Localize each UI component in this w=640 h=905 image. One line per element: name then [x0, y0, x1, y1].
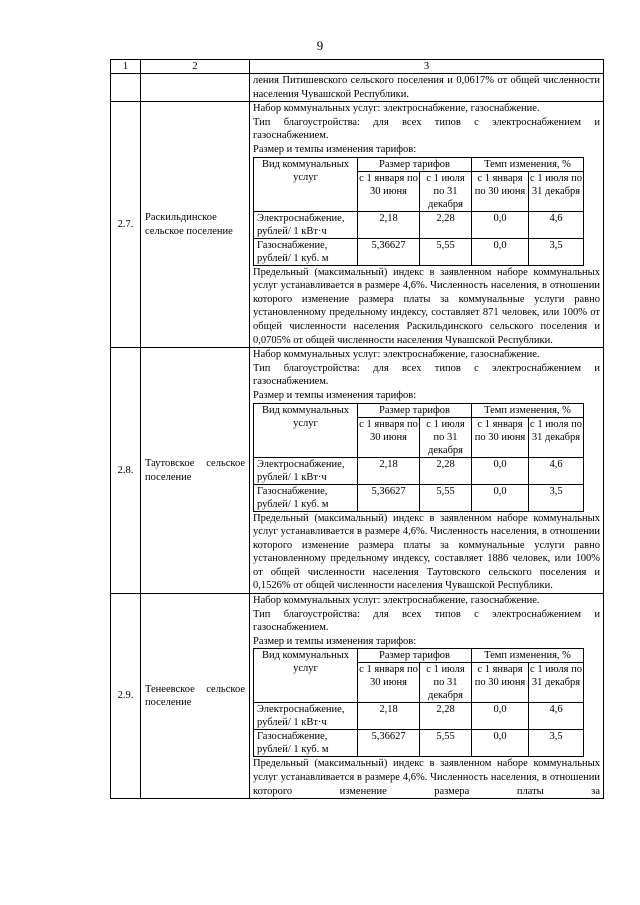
- tariff-sizes-line: Размер и темпы изменения тарифов:: [253, 143, 417, 155]
- tariff-value: 2,28: [420, 457, 472, 484]
- tariff-table: [253, 157, 584, 266]
- tariff-value: 5,36627: [358, 238, 420, 265]
- tariff-value: 2,18: [358, 211, 420, 238]
- row-number: 2.8.: [111, 348, 141, 594]
- period-header: с 1 июля по 31 декабря: [529, 171, 584, 211]
- column-number-row: [111, 60, 604, 74]
- tariff-sizes-line: Размер и темпы изменения тарифов:: [253, 635, 417, 647]
- column-number-3: 3: [250, 60, 604, 74]
- change-rate-header: Темп изменения, %: [472, 649, 584, 663]
- column-number-2: 2: [141, 60, 250, 74]
- tariff-size-header: Размер тарифов: [358, 403, 472, 417]
- tariff-value: 2,28: [420, 703, 472, 730]
- change-rate-value: 3,5: [529, 238, 584, 265]
- improvement-type-line: Тип благоустройства: для всех типов с электроснабжением и газоснабжением.: [253, 608, 600, 634]
- change-rate-value: 4,6: [529, 211, 584, 238]
- service-name: Электроснабжение, рублей/ 1 кВт·ч: [254, 211, 358, 238]
- change-rate-header: Темп изменения, %: [472, 403, 584, 417]
- row-number: 2.9.: [111, 594, 141, 799]
- settlement-details: [250, 594, 604, 799]
- settlement-name: Таутовское сельское поселение: [141, 348, 250, 594]
- tariff-value: 2,18: [358, 457, 420, 484]
- change-rate-value: 4,6: [529, 457, 584, 484]
- continuation-text: ления Питишевского сельского поселения и 0,0617% от общей численности населения Чувашской Республики.: [253, 75, 600, 100]
- tariff-sizes-line: Размер и темпы изменения тарифов:: [253, 389, 417, 401]
- tariff-value: 5,55: [420, 238, 472, 265]
- change-rate-value: 3,5: [529, 730, 584, 757]
- period-header: с 1 июля по 31 декабря: [529, 663, 584, 703]
- row-number: 2.7.: [111, 102, 141, 348]
- services-line: Набор коммунальных услуг: электроснабжение, газоснабжение.: [253, 103, 540, 115]
- settlement-name: Раскильдинское сельское поселение: [141, 102, 250, 348]
- tariff-row: [254, 730, 584, 757]
- limit-index-note: Предельный (максимальный) индекс в заявленном наборе коммунальных услуг устанавливается в размере 4,6%. Численность населения, в отношении которого изменение размера платы за коммунальные услуги равно установленному предельному индексу, составляет 1886 человек, или 100% от общей численности населения Таутовского сельского поселения и 0,1526% от общей численности населения Чувашской Республики.: [253, 512, 600, 592]
- tariff-document-table: [110, 59, 604, 799]
- period-header: с 1 января по 30 июня: [472, 417, 529, 457]
- period-header: с 1 июля по 31 декабря: [420, 417, 472, 457]
- period-header: с 1 июля по 31 декабря: [420, 171, 472, 211]
- period-header: с 1 января по 30 июня: [472, 663, 529, 703]
- service-name: Газоснабжение, рублей/ 1 куб. м: [254, 484, 358, 511]
- change-rate-header: Темп изменения, %: [472, 157, 584, 171]
- change-rate-value: 0,0: [472, 211, 529, 238]
- tariff-value: 5,36627: [358, 730, 420, 757]
- change-rate-value: 0,0: [472, 238, 529, 265]
- tariff-row: [254, 457, 584, 484]
- period-header: с 1 января по 30 июня: [472, 171, 529, 211]
- service-kind-header: Вид коммунальных услуг: [254, 403, 358, 457]
- services-line: Набор коммунальных услуг: электроснабжение, газоснабжение.: [253, 349, 540, 361]
- service-kind-header: Вид коммунальных услуг: [254, 649, 358, 703]
- settlement-row: [111, 348, 604, 594]
- tariff-row: [254, 703, 584, 730]
- settlement-name: Тенеевское сельское поселение: [141, 594, 250, 799]
- tariff-size-header: Размер тарифов: [358, 649, 472, 663]
- service-name: Электроснабжение, рублей/ 1 кВт·ч: [254, 457, 358, 484]
- limit-index-note: Предельный (максимальный) индекс в заявленном наборе коммунальных услуг устанавливается в размере 4,6%. Численность населения, в отношении которого изменение размера платы за: [253, 758, 600, 797]
- period-header: с 1 января по 30 июня: [358, 417, 420, 457]
- period-header: с 1 июля по 31 декабря: [529, 417, 584, 457]
- tariff-value: 2,28: [420, 211, 472, 238]
- service-name: Газоснабжение, рублей/ 1 куб. м: [254, 238, 358, 265]
- improvement-type-line: Тип благоустройства: для всех типов с электроснабжением и газоснабжением.: [253, 362, 600, 388]
- limit-index-note: Предельный (максимальный) индекс в заявленном наборе коммунальных услуг устанавливается в размере 4,6%. Численность населения, в отношении которого изменение размера платы за коммунальные услуги равно установленному предельному индексу, составляет 871 человек, или 100% от общей численности населения Раскильдинского сельского поселения и 0,0705% от общей численности населения Чувашской Республики.: [253, 266, 600, 346]
- change-rate-value: 0,0: [472, 703, 529, 730]
- change-rate-value: 3,5: [529, 484, 584, 511]
- tariff-value: 5,55: [420, 730, 472, 757]
- change-rate-value: 0,0: [472, 730, 529, 757]
- column-number-1: 1: [111, 60, 141, 74]
- settlement-details: [250, 348, 604, 594]
- tariff-value: 5,55: [420, 484, 472, 511]
- continuation-row: [111, 74, 604, 102]
- tariff-value: 2,18: [358, 703, 420, 730]
- settlement-row: [111, 102, 604, 348]
- service-name: Электроснабжение, рублей/ 1 кВт·ч: [254, 703, 358, 730]
- service-kind-header: Вид коммунальных услуг: [254, 157, 358, 211]
- services-line: Набор коммунальных услуг: электроснабжение, газоснабжение.: [253, 595, 540, 607]
- tariff-row: [254, 484, 584, 511]
- period-header: с 1 января по 30 июня: [358, 171, 420, 211]
- period-header: с 1 июля по 31 декабря: [420, 663, 472, 703]
- tariff-table: [253, 403, 584, 512]
- settlement-row: [111, 594, 604, 799]
- tariff-value: 5,36627: [358, 484, 420, 511]
- tariff-row: [254, 211, 584, 238]
- settlement-details: [250, 102, 604, 348]
- page-number: 9: [316, 38, 324, 53]
- change-rate-value: 0,0: [472, 457, 529, 484]
- change-rate-value: 0,0: [472, 484, 529, 511]
- improvement-type-line: Тип благоустройства: для всех типов с электроснабжением и газоснабжением.: [253, 116, 600, 142]
- service-name: Газоснабжение, рублей/ 1 куб. м: [254, 730, 358, 757]
- tariff-size-header: Размер тарифов: [358, 157, 472, 171]
- change-rate-value: 4,6: [529, 703, 584, 730]
- period-header: с 1 января по 30 июня: [358, 663, 420, 703]
- tariff-table: [253, 648, 584, 757]
- tariff-row: [254, 238, 584, 265]
